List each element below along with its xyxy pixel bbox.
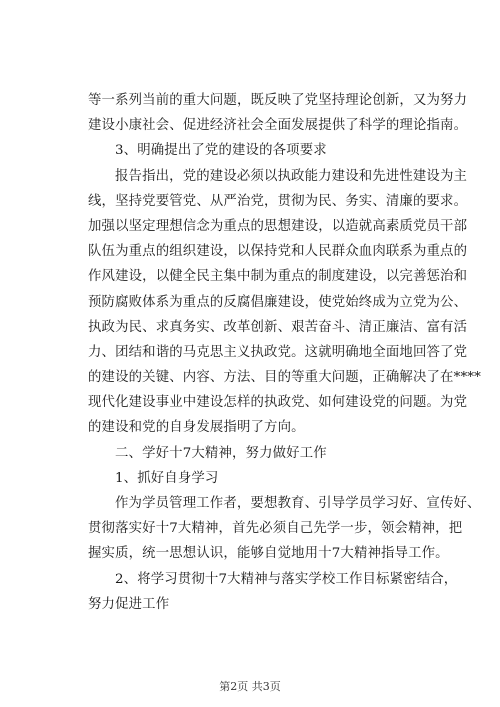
text-line: 队伍为重点的组织建设，以保持党和人民群众血肉联系为重点的 (88, 244, 468, 260)
text-line: 现代化建设事业中建设怎样的执政党、如何建设党的问题。为党 (88, 395, 468, 411)
text-line: 3、明确提出了党的建设的各项要求 (115, 143, 327, 159)
text-line: 报告指出，党的建设必须以执政能力建设和先进性建设为主 (115, 168, 468, 184)
page-footer: 第2页 共3页 (219, 680, 281, 693)
text-line: 力、团结和谐的马克思主义执政党。这就明确地全面地回答了党 (88, 344, 468, 360)
text-line: 加强以坚定理想信念为重点的思想建设，以造就高素质党员干部 (88, 218, 468, 234)
text-line: 的建设和党的自身发展指明了方向。 (88, 420, 305, 436)
text-line: 预防腐败体系为重点的反腐倡廉建设，使党始终成为立党为公、 (88, 294, 468, 310)
text-line: 等一系列当前的重大问题，既反映了党坚持理论创新，又为努力 (88, 93, 468, 108)
text-line: 作为学员管理工作者，要想教育、引导学员学习好、宣传好、 (115, 496, 481, 511)
text-line: 握实质，统一思想认识，能够自觉地用十7大精神指导工作。 (88, 546, 449, 562)
text-line: 1、抓好自身学习 (115, 470, 219, 486)
text-line: 二、学好十7大精神，努力做好工作 (115, 445, 327, 461)
text-line: 的建设的关键、内容、方法、目的等重大问题，正确解决了在**** (88, 370, 481, 386)
text-line: 努力促进工作 (88, 596, 170, 612)
text-line: 2、将学习贯彻十7大精神与落实学校工作目标紧密结合， (115, 571, 458, 587)
text-line: 作风建设，以健全民主集中制为重点的制度建设，以完善惩治和 (88, 269, 468, 285)
text-line: 建设小康社会、促进经济社会全面发展提供了科学的理论指南。 (88, 118, 468, 134)
text-line: 执政为民、求真务实、改革创新、艰苦奋斗、清正廉洁、富有活 (88, 319, 468, 335)
document-body (88, 88, 481, 617)
text-line: 线，坚持党要管党、从严治党，贯彻为民、务实、清廉的要求。 (88, 193, 468, 209)
text-line: 贯彻落实好十7大精神，首先必须自己先学一步，领会精神，把 (88, 521, 463, 537)
